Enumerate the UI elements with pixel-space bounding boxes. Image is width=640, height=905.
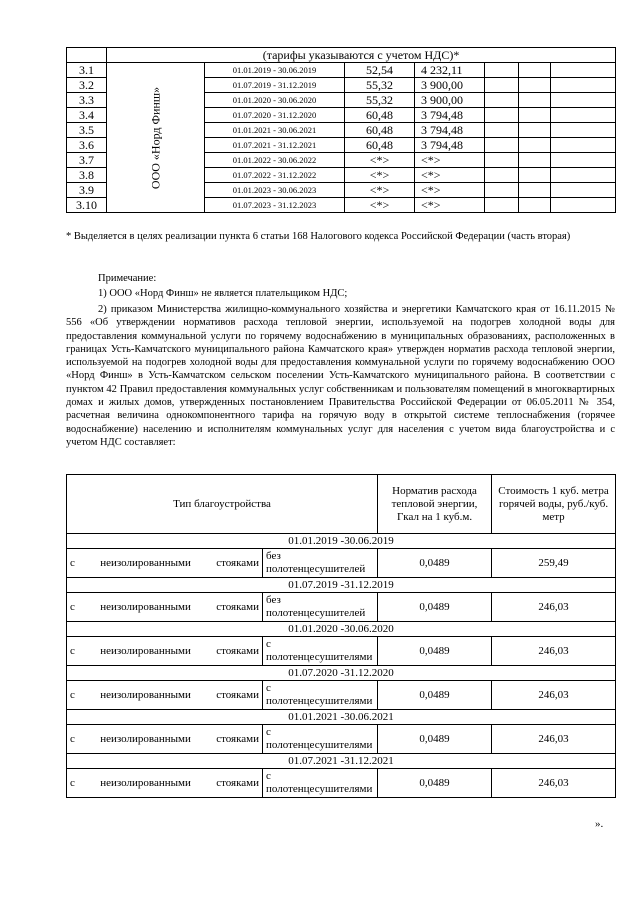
- vat-footnote: * Выделяется в целях реализации пункта 6 статьи 168 Налогового кодекса Российской Федерации (часть вторая): [66, 231, 571, 242]
- riser-type: с неизолированными стояками: [67, 725, 263, 754]
- tariff-value-2: <*>: [415, 183, 485, 198]
- row-number: 3.1: [67, 63, 107, 78]
- tariff-value-1: <*>: [345, 168, 415, 183]
- period-label: 01.07.2020 -31.12.2020: [67, 666, 616, 681]
- row-number: 3.9: [67, 183, 107, 198]
- norm-header-row: [67, 475, 616, 534]
- towel-dryer-type: с полотенцесушителями: [263, 637, 378, 666]
- cost-value: 246,03: [492, 681, 616, 710]
- period: 01.01.2022 - 30.06.2022: [205, 153, 345, 168]
- norm-data-row: [67, 637, 616, 666]
- organization-cell: [107, 63, 205, 213]
- empty-cell: [551, 153, 616, 168]
- tariff-table: [66, 47, 616, 213]
- empty-cell: [551, 123, 616, 138]
- tariff-value-1: <*>: [345, 198, 415, 213]
- empty-cell: [485, 153, 519, 168]
- empty-cell: [519, 93, 551, 108]
- tariff-value-1: <*>: [345, 183, 415, 198]
- norm-data-row: [67, 725, 616, 754]
- tariff-value-2: <*>: [415, 198, 485, 213]
- period: 01.07.2021 - 31.12.2021: [205, 138, 345, 153]
- empty-cell: [485, 168, 519, 183]
- riser-type: с неизолированными стояками: [67, 681, 263, 710]
- period-label: 01.01.2021 -30.06.2021: [67, 710, 616, 725]
- tariff-value-2: <*>: [415, 168, 485, 183]
- cost-value: 246,03: [492, 769, 616, 798]
- towel-dryer-type: с полотенцесушителями: [263, 769, 378, 798]
- header-norm: Норматив расхода тепловой энергии, Гкал на 1 куб.м.: [378, 475, 492, 534]
- empty-cell: [519, 63, 551, 78]
- norm-data-row: [67, 681, 616, 710]
- header-type: Тип благоустройства: [67, 475, 378, 534]
- empty-cell: [551, 78, 616, 93]
- period: 01.07.2020 - 31.12.2020: [205, 108, 345, 123]
- period-row: [67, 710, 616, 725]
- empty-cell: [485, 183, 519, 198]
- notes-heading: Примечание:: [98, 273, 157, 284]
- empty-cell: [519, 168, 551, 183]
- riser-type: с неизолированными стояками: [67, 549, 263, 578]
- tariff-header-note: (тарифы указываются с учетом НДС)*: [107, 48, 616, 63]
- tariff-header-row: [67, 48, 616, 63]
- norm-value: 0,0489: [378, 637, 492, 666]
- towel-dryer-type: без полотенцесушителей: [263, 593, 378, 622]
- empty-cell: [485, 63, 519, 78]
- row-number: 3.7: [67, 153, 107, 168]
- norm-data-row: [67, 769, 616, 798]
- period: 01.07.2023 - 31.12.2023: [205, 198, 345, 213]
- norm-value: 0,0489: [378, 681, 492, 710]
- tariff-value-1: 52,54: [345, 63, 415, 78]
- cost-value: 246,03: [492, 637, 616, 666]
- empty-cell: [519, 153, 551, 168]
- towel-dryer-type: с полотенцесушителями: [263, 725, 378, 754]
- riser-type: с неизолированными стояками: [67, 769, 263, 798]
- empty-cell: [551, 138, 616, 153]
- period-row: [67, 622, 616, 637]
- tariff-value-2: 3 900,00: [415, 93, 485, 108]
- tariff-value-1: 55,32: [345, 78, 415, 93]
- empty-cell: [551, 108, 616, 123]
- empty-cell: [519, 108, 551, 123]
- riser-type: с неизолированными стояками: [67, 637, 263, 666]
- empty-cell: [519, 198, 551, 213]
- row-number: 3.6: [67, 138, 107, 153]
- organization-name: ООО «Норд Финш»: [148, 86, 162, 189]
- empty-cell: [485, 123, 519, 138]
- tariff-value-2: 3 794,48: [415, 123, 485, 138]
- towel-dryer-type: с полотенцесушителями: [263, 681, 378, 710]
- empty-cell: [519, 123, 551, 138]
- period-label: 01.07.2019 -31.12.2019: [67, 578, 616, 593]
- empty-cell: [551, 198, 616, 213]
- period: 01.01.2020 - 30.06.2020: [205, 93, 345, 108]
- tariff-value-2: 3 794,48: [415, 138, 485, 153]
- tariff-value-2: <*>: [415, 153, 485, 168]
- tariff-value-1: <*>: [345, 153, 415, 168]
- norm-value: 0,0489: [378, 725, 492, 754]
- period-row: [67, 578, 616, 593]
- empty-cell: [485, 138, 519, 153]
- tariff-value-2: 4 232,11: [415, 63, 485, 78]
- row-number: 3.10: [67, 198, 107, 213]
- norm-data-row: [67, 549, 616, 578]
- row-number: 3.8: [67, 168, 107, 183]
- cost-value: 246,03: [492, 725, 616, 754]
- period: 01.01.2023 - 30.06.2023: [205, 183, 345, 198]
- empty-cell: [485, 78, 519, 93]
- norm-value: 0,0489: [378, 549, 492, 578]
- row-number: 3.3: [67, 93, 107, 108]
- tariff-value-1: 60,48: [345, 123, 415, 138]
- cost-value: 246,03: [492, 593, 616, 622]
- riser-type: с неизолированными стояками: [67, 593, 263, 622]
- norm-value: 0,0489: [378, 593, 492, 622]
- tariff-value-1: 60,48: [345, 108, 415, 123]
- period-label: 01.01.2019 -30.06.2019: [67, 534, 616, 549]
- row-number: 3.4: [67, 108, 107, 123]
- period: 01.07.2022 - 31.12.2022: [205, 168, 345, 183]
- row-number: 3.2: [67, 78, 107, 93]
- header-cost: Стоимость 1 куб. метра горячей воды, руб./куб. метр: [492, 475, 616, 534]
- empty-cell: [485, 108, 519, 123]
- norm-value: 0,0489: [378, 769, 492, 798]
- empty-cell: [551, 168, 616, 183]
- period-label: 01.01.2020 -30.06.2020: [67, 622, 616, 637]
- empty-cell: [551, 93, 616, 108]
- norm-data-row: [67, 593, 616, 622]
- towel-dryer-type: без полотенцесушителей: [263, 549, 378, 578]
- row-number: 3.5: [67, 123, 107, 138]
- period-row: [67, 666, 616, 681]
- period-row: [67, 534, 616, 549]
- empty-cell: [519, 78, 551, 93]
- norm-table: [66, 474, 616, 798]
- period: 01.07.2019 - 31.12.2019: [205, 78, 345, 93]
- empty-cell: [551, 183, 616, 198]
- empty-cell: [519, 138, 551, 153]
- tariff-row: [67, 63, 616, 78]
- period: 01.01.2019 - 30.06.2019: [205, 63, 345, 78]
- period-row: [67, 754, 616, 769]
- closing-quote: ».: [595, 818, 604, 830]
- cost-value: 259,49: [492, 549, 616, 578]
- tariff-value-1: 55,32: [345, 93, 415, 108]
- empty-cell: [551, 63, 616, 78]
- empty-cell: [485, 93, 519, 108]
- note-item-2: 2) приказом Министерства жилищно-коммунального хозяйства и энергетики Камчатского края от 16.11.2015 № 556 «Об утверждении нормативов расхода тепловой энергии, используемой на подогрев холодной воды для предоставления коммунальной услуги по горячему водоснабжению в муниципальных образованиях, расположенных в границах Усть-Камчатского муниципального района Камчатского края» утвержден норматив расхода тепловой энергии, используемой на подогрев холодной воды для предоставления коммунальной услуги по горячему водоснабжению ООО «Норд Финш» в Усть-Камчатском сельском поселении Усть-Камчатского муниципального района. В соответствии с пунктом 42 Правил предоставления коммунальных услуг собственникам и пользователям помещений в многоквартирных домах и жилых домов, утвержденных постановлением Правительства Российской Федерации от 06.05.2011 № 354, расчетная величина однокомпонентного тарифа на горячую воду в открытой системе теплоснабжения (горячее водоснабжение) населению и исполнителям коммунальных услуг для населения с учетом вида благоустройства и с учетом НДС составляет:: [66, 304, 615, 448]
- note-item-1: 1) ООО «Норд Финш» не является плательщиком НДС;: [98, 288, 348, 299]
- tariff-value-1: 60,48: [345, 138, 415, 153]
- period: 01.01.2021 - 30.06.2021: [205, 123, 345, 138]
- empty-cell: [519, 183, 551, 198]
- period-label: 01.07.2021 -31.12.2021: [67, 754, 616, 769]
- empty-cell: [485, 198, 519, 213]
- tariff-value-2: 3 794,48: [415, 108, 485, 123]
- tariff-value-2: 3 900,00: [415, 78, 485, 93]
